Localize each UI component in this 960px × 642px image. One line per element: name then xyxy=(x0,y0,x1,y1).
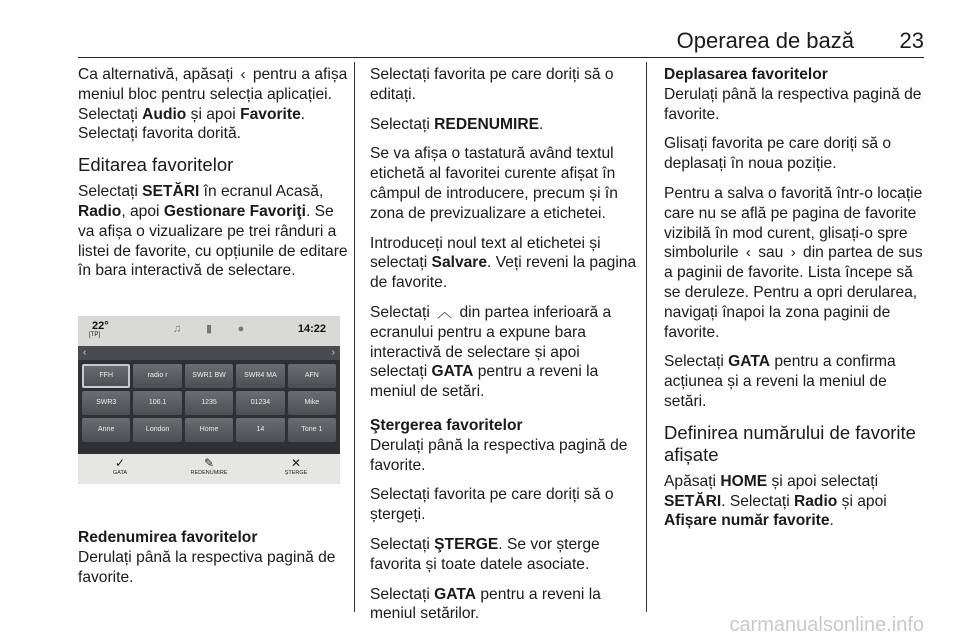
favorite-button: Tone 1 xyxy=(288,418,336,442)
paragraph: Selectați favorita pe care doriți să o ștergeți. xyxy=(370,486,614,524)
pencil-icon: ✎ xyxy=(203,456,215,470)
chevron-right-icon: › xyxy=(331,347,335,358)
column-1-lower xyxy=(78,528,350,597)
infotainment-screen-illustration xyxy=(78,316,340,484)
favorite-button: SWR4 MA xyxy=(236,364,284,388)
paragraph: Introduceți noul text al etichetei și selectați Salvare. Veți reveni la pagina de favorite. xyxy=(370,234,637,292)
chevron-left-icon: ‹ xyxy=(240,66,246,83)
chevron-left-icon: ‹ xyxy=(745,244,751,262)
favorites-row xyxy=(82,391,336,415)
screen-tp-label: [TP] xyxy=(89,332,101,338)
chevron-up-icon: ︿ xyxy=(437,303,453,321)
phone-icon: ▮ xyxy=(205,323,213,335)
paragraph: Selectați GATA pentru a confirma acțiunea și a reveni la meniul de setări. xyxy=(664,353,896,410)
paragraph: Pentru a salva o favorită într-o locație care nu se află pe pagina de favorite vizibilă în mod curent, glisați-o spre simbolurile ‹ sau › din partea de sus a paginii de favorite. Lista începe să se deruleze. Pentru a opri derularea, navigați înapoi la zona paginii de favorite. xyxy=(664,184,923,341)
screen-page-nav xyxy=(78,346,340,360)
favorites-row xyxy=(82,418,336,442)
heading-redenumirea-favoritelor: Redenumirea favoritelor xyxy=(78,529,258,546)
favorite-button: 106.1 xyxy=(133,391,181,415)
chevron-left-icon: ‹ xyxy=(83,347,87,358)
paragraph-derulati: Derulați până la respectiva pagină de favorite. xyxy=(78,548,336,586)
column-divider-2 xyxy=(646,62,647,612)
favorite-button: AFN xyxy=(288,364,336,388)
paragraph: Selectați GATA pentru a reveni la meniul setărilor. xyxy=(370,585,601,623)
screen-status-bar xyxy=(78,316,340,346)
heading-definirea-numarului: Definirea numărului de favorite afișate xyxy=(664,421,916,465)
checkmark-icon: ✓ xyxy=(114,456,126,470)
heading-stergerea-favoritelor: Ştergerea favoritelor xyxy=(370,416,523,434)
paragraph: Selectați REDENUMIRE. xyxy=(370,115,544,133)
chevron-right-icon: › xyxy=(790,244,796,262)
paragraph-alternativa: Ca alternativă, apăsați ‹ pentru a afișa meniul bloc pentru selecția aplicației. Selectați Audio și apoi Favorite. Selectați favorita dorită. xyxy=(78,66,348,143)
favorites-row xyxy=(82,364,336,388)
screen-action-gata: ✓ GATA xyxy=(90,456,150,476)
favorite-button: FFH xyxy=(82,364,130,388)
page-number: 23 xyxy=(899,28,924,53)
favorite-button: London xyxy=(133,418,181,442)
paragraph-setari: Selectați SETĂRI în ecranul Acasă, Radio, apoi Gestionare Favoriţi. Se va afișa o vizualizare pe trei rânduri a listei de favorite, cu opțiunile de editare în bara interactivă de selectare. xyxy=(78,183,348,280)
page-header xyxy=(0,0,960,58)
favorite-button: SWR1 BW xyxy=(185,364,233,388)
favorite-button: radio r xyxy=(133,364,181,388)
screen-action-bar xyxy=(78,454,340,484)
favorite-button: 14 xyxy=(236,418,284,442)
header-divider xyxy=(78,57,924,58)
media-icon: ● xyxy=(237,323,245,335)
favorite-button: 01234 xyxy=(236,391,284,415)
paragraph: Selectați ŞTERGE. Se vor șterge favorita și toate datele asociate. xyxy=(370,535,600,573)
paragraph: Selectați favorita pe care doriți să o editați. xyxy=(370,66,614,103)
watermark-text: carmanualsonline.info xyxy=(729,614,924,636)
column-1 xyxy=(78,65,350,291)
column-3 xyxy=(664,65,930,541)
screen-action-redenumire: ✎ REDENUMIRE xyxy=(179,456,239,476)
heading-deplasarea-favoritelor: Deplasarea favoritelor xyxy=(664,66,828,83)
screen-action-sterge: ✕ ŞTERGE xyxy=(266,456,326,476)
music-icon: ♫ xyxy=(172,323,182,335)
paragraph: Derulați până la respectiva pagină de favorite. xyxy=(370,436,628,474)
paragraph: Se va afișa o tastatură având textul etichetă al favoritei curente afișat în câmpul de introducere, precum și în zona de previzualizare a etichetei. xyxy=(370,145,618,222)
paragraph: Glisați favorita pe care doriți să o deplasați în noua poziție. xyxy=(664,135,892,173)
favorite-button: Home xyxy=(185,418,233,442)
column-2 xyxy=(370,65,638,634)
column-divider-1 xyxy=(354,62,355,612)
favorite-button: Anne xyxy=(82,418,130,442)
page-title: Operarea de bază xyxy=(676,28,854,53)
favorites-grid xyxy=(82,364,336,445)
favorite-button: SWR3 xyxy=(82,391,130,415)
paragraph: Selectați ︿ din partea inferioară a ecranului pentru a expune bara interactivă de selectare și apoi selectați GATA pentru a reveni la meniul de setări. xyxy=(370,303,612,401)
favorite-button: Mike xyxy=(288,391,336,415)
heading-editarea-favoritelor: Editarea favoritelor xyxy=(78,154,234,176)
close-icon: ✕ xyxy=(290,456,302,470)
screen-temperature: 22° xyxy=(92,320,109,332)
paragraph: Apăsați HOME și apoi selectați SETĂRI. Selectați Radio și apoi Afișare număr favorite. xyxy=(664,472,887,530)
favorite-button: 1235 xyxy=(185,391,233,415)
screen-clock: 14:22 xyxy=(297,323,326,335)
paragraph: Derulați până la respectiva pagină de favorite. xyxy=(664,85,922,123)
